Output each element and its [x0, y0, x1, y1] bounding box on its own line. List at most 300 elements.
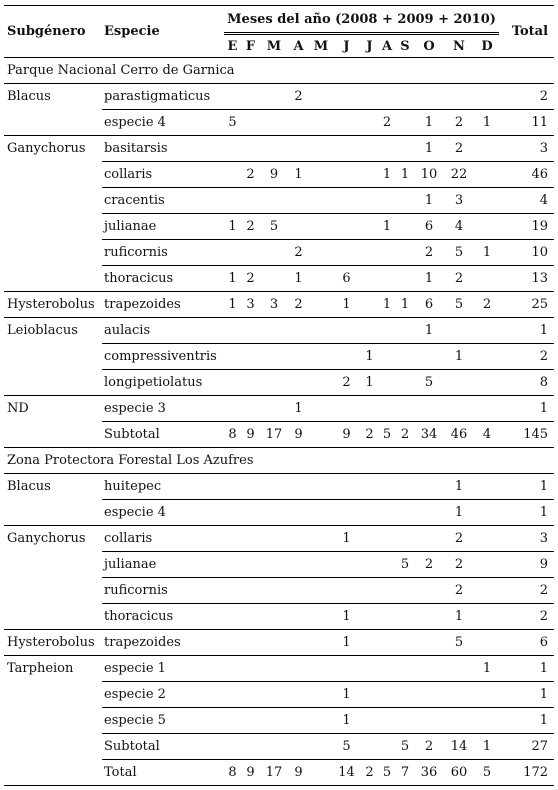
especie-cell: julianae — [102, 552, 224, 578]
especie-cell: longipetiolatus — [102, 370, 224, 396]
month-header-may: M — [309, 34, 333, 58]
month-count-cell — [288, 578, 309, 604]
month-count-cell — [260, 188, 288, 214]
month-count-cell — [241, 708, 260, 734]
species-monthly-table — [4, 5, 554, 786]
month-count-cell: 2 — [333, 370, 360, 396]
especie-cell: aulacis — [102, 318, 224, 344]
especie-cell: parastigmaticus — [102, 84, 224, 110]
month-header-oct: O — [415, 34, 443, 58]
table-row — [4, 136, 554, 162]
especie-cell: thoracicus — [102, 604, 224, 630]
month-count-cell — [288, 136, 309, 162]
month-count-cell: 3 — [241, 292, 260, 318]
month-count-cell: 14 — [333, 760, 360, 786]
month-count-cell — [260, 266, 288, 292]
month-count-cell — [395, 396, 415, 422]
month-header-dec: D — [475, 34, 499, 58]
month-count-cell — [360, 266, 379, 292]
total-cell: 46 — [499, 162, 554, 188]
month-count-cell — [241, 396, 260, 422]
section-title: Zona Protectora Forestal Los Azufres — [4, 448, 554, 474]
subgenero-cell: ND — [7, 401, 29, 417]
month-count-cell — [241, 344, 260, 370]
total-cell: 9 — [499, 552, 554, 578]
month-header-apr: A — [288, 34, 309, 58]
month-count-cell: 2 — [241, 266, 260, 292]
month-count-cell — [288, 526, 309, 552]
month-count-cell — [260, 136, 288, 162]
month-count-cell: 2 — [360, 422, 379, 448]
month-count-cell — [260, 578, 288, 604]
month-count-cell — [379, 474, 395, 500]
subgenero-cell: Blacus — [7, 479, 51, 495]
month-count-cell — [379, 84, 395, 110]
subgenero-cell: Ganychorus — [7, 141, 86, 157]
month-count-cell — [288, 370, 309, 396]
subgenero-cell — [4, 162, 102, 188]
subgenero-cell — [4, 370, 102, 396]
month-count-cell — [309, 136, 333, 162]
especie-cell: collaris — [102, 162, 224, 188]
table-row — [4, 578, 554, 604]
month-count-cell — [309, 318, 333, 344]
table-row — [4, 84, 554, 110]
month-count-cell — [379, 240, 395, 266]
month-count-cell — [333, 162, 360, 188]
month-count-cell — [224, 708, 241, 734]
month-count-cell — [475, 526, 499, 552]
month-count-cell — [309, 240, 333, 266]
subgenero-cell — [4, 422, 102, 448]
month-count-cell — [309, 370, 333, 396]
month-count-cell — [260, 110, 288, 136]
month-count-cell — [395, 188, 415, 214]
month-count-cell — [288, 552, 309, 578]
subgenero-cell — [4, 266, 102, 292]
month-count-cell — [260, 370, 288, 396]
month-count-cell: 5 — [379, 760, 395, 786]
month-count-cell: 2 — [443, 266, 475, 292]
month-count-cell — [379, 734, 395, 760]
month-count-cell — [333, 474, 360, 500]
month-count-cell — [379, 526, 395, 552]
table-row — [4, 344, 554, 370]
subgenero-cell — [4, 110, 102, 136]
month-count-cell: 3 — [260, 292, 288, 318]
table-row — [4, 760, 554, 786]
month-count-cell: 1 — [333, 526, 360, 552]
month-count-cell: 2 — [415, 734, 443, 760]
month-count-cell — [475, 604, 499, 630]
total-cell: 3 — [499, 526, 554, 552]
total-cell: 1 — [499, 682, 554, 708]
month-count-cell — [241, 370, 260, 396]
month-count-cell — [333, 136, 360, 162]
month-count-cell: 2 — [288, 84, 309, 110]
total-cell: 11 — [499, 110, 554, 136]
table-row — [4, 500, 554, 526]
month-count-cell — [309, 578, 333, 604]
table-row — [4, 422, 554, 448]
month-count-cell — [379, 630, 395, 656]
table-row — [4, 604, 554, 630]
month-count-cell — [241, 604, 260, 630]
total-cell: 4 — [499, 188, 554, 214]
month-count-cell — [333, 552, 360, 578]
month-count-cell: 1 — [415, 136, 443, 162]
table-row — [4, 656, 554, 682]
month-count-cell — [395, 500, 415, 526]
month-header-nov: N — [443, 34, 475, 58]
especie-cell: Subtotal — [102, 734, 224, 760]
month-count-cell: 6 — [415, 214, 443, 240]
especie-cell: trapezoides — [102, 630, 224, 656]
month-count-cell — [241, 240, 260, 266]
month-count-cell — [224, 656, 241, 682]
month-count-cell — [395, 266, 415, 292]
month-count-cell: 22 — [443, 162, 475, 188]
month-count-cell — [360, 526, 379, 552]
month-count-cell — [360, 630, 379, 656]
month-count-cell — [395, 370, 415, 396]
total-cell: 25 — [499, 292, 554, 318]
month-count-cell: 2 — [475, 292, 499, 318]
month-count-cell — [415, 500, 443, 526]
month-count-cell — [475, 552, 499, 578]
month-count-cell: 9 — [241, 422, 260, 448]
month-count-cell — [475, 162, 499, 188]
month-count-cell — [395, 344, 415, 370]
table-row — [4, 162, 554, 188]
table-row — [4, 214, 554, 240]
month-count-cell: 2 — [360, 760, 379, 786]
month-count-cell — [309, 604, 333, 630]
month-count-cell — [241, 526, 260, 552]
month-count-cell — [360, 500, 379, 526]
month-count-cell — [224, 318, 241, 344]
total-cell: 2 — [499, 604, 554, 630]
month-count-cell — [224, 188, 241, 214]
month-count-cell — [309, 162, 333, 188]
month-count-cell — [224, 682, 241, 708]
especie-cell: cracentis — [102, 188, 224, 214]
month-count-cell — [241, 630, 260, 656]
month-count-cell: 46 — [443, 422, 475, 448]
month-count-cell: 5 — [379, 422, 395, 448]
month-count-cell — [395, 604, 415, 630]
month-count-cell — [241, 474, 260, 500]
month-count-cell: 1 — [288, 266, 309, 292]
subgenero-cell — [4, 552, 102, 578]
table-row — [4, 318, 554, 344]
especie-cell: Total — [102, 760, 224, 786]
month-count-cell — [224, 578, 241, 604]
month-count-cell — [379, 708, 395, 734]
month-count-cell — [395, 136, 415, 162]
month-count-cell: 1 — [395, 292, 415, 318]
month-count-cell — [288, 110, 309, 136]
table-row — [4, 526, 554, 552]
month-count-cell — [241, 500, 260, 526]
month-count-cell: 6 — [415, 292, 443, 318]
month-count-cell: 9 — [260, 162, 288, 188]
month-count-cell — [360, 162, 379, 188]
month-count-cell: 5 — [443, 292, 475, 318]
month-count-cell — [309, 656, 333, 682]
table-body — [4, 58, 554, 786]
month-count-cell: 2 — [443, 578, 475, 604]
month-count-cell — [360, 84, 379, 110]
month-count-cell — [333, 344, 360, 370]
month-count-cell: 5 — [415, 370, 443, 396]
especie-cell: ruficornis — [102, 578, 224, 604]
month-count-cell: 2 — [288, 240, 309, 266]
subgenero-cell — [4, 604, 102, 630]
month-count-cell: 8 — [224, 760, 241, 786]
month-count-cell — [475, 370, 499, 396]
month-count-cell — [224, 552, 241, 578]
month-count-cell — [443, 682, 475, 708]
month-count-cell: 1 — [475, 240, 499, 266]
data-table-container — [4, 5, 554, 786]
table-row — [4, 708, 554, 734]
month-count-cell — [288, 656, 309, 682]
month-count-cell: 17 — [260, 760, 288, 786]
month-count-cell — [260, 630, 288, 656]
month-count-cell — [260, 656, 288, 682]
month-count-cell — [288, 474, 309, 500]
total-cell: 172 — [499, 760, 554, 786]
month-count-cell: 1 — [475, 110, 499, 136]
month-count-cell — [475, 318, 499, 344]
table-row — [4, 474, 554, 500]
month-count-cell: 8 — [224, 422, 241, 448]
month-count-cell — [260, 604, 288, 630]
month-count-cell: 1 — [333, 292, 360, 318]
month-count-cell — [395, 84, 415, 110]
month-count-cell — [288, 630, 309, 656]
month-count-cell — [360, 682, 379, 708]
month-count-cell — [379, 266, 395, 292]
month-count-cell: 1 — [333, 708, 360, 734]
month-header-feb: F — [241, 34, 260, 58]
month-count-cell: 5 — [260, 214, 288, 240]
month-count-cell — [415, 578, 443, 604]
month-count-cell — [288, 188, 309, 214]
month-count-cell — [260, 552, 288, 578]
month-count-cell — [288, 734, 309, 760]
month-count-cell — [309, 734, 333, 760]
especie-cell: huitepec — [102, 474, 224, 500]
month-count-cell — [475, 188, 499, 214]
total-cell: 1 — [499, 656, 554, 682]
month-count-cell — [475, 344, 499, 370]
month-count-cell — [333, 214, 360, 240]
especie-cell: especie 1 — [102, 656, 224, 682]
month-count-cell: 9 — [288, 422, 309, 448]
table-row — [4, 370, 554, 396]
subgenero-cell — [4, 760, 102, 786]
especie-cell: thoracicus — [102, 266, 224, 292]
table-row — [4, 396, 554, 422]
month-count-cell: 2 — [443, 136, 475, 162]
subgenero-cell — [4, 240, 102, 266]
month-count-cell — [260, 84, 288, 110]
month-count-cell — [224, 162, 241, 188]
total-cell: 1 — [499, 474, 554, 500]
especie-cell: especie 5 — [102, 708, 224, 734]
month-count-cell: 17 — [260, 422, 288, 448]
month-count-cell — [395, 240, 415, 266]
month-count-cell: 1 — [415, 318, 443, 344]
month-count-cell — [241, 136, 260, 162]
month-count-cell — [241, 318, 260, 344]
month-count-cell: 34 — [415, 422, 443, 448]
month-count-cell — [395, 318, 415, 344]
month-count-cell — [379, 344, 395, 370]
table-row — [4, 682, 554, 708]
total-cell: 13 — [499, 266, 554, 292]
total-cell: 2 — [499, 344, 554, 370]
month-count-cell — [288, 604, 309, 630]
especie-cell: especie 4 — [102, 110, 224, 136]
table-row — [4, 292, 554, 318]
month-count-cell — [224, 604, 241, 630]
month-count-cell — [241, 682, 260, 708]
month-count-cell — [379, 188, 395, 214]
month-count-cell — [379, 604, 395, 630]
subgenero-cell — [4, 708, 102, 734]
month-count-cell: 1 — [333, 630, 360, 656]
month-count-cell: 2 — [379, 110, 395, 136]
total-cell: 27 — [499, 734, 554, 760]
month-count-cell — [260, 474, 288, 500]
month-count-cell — [260, 318, 288, 344]
subgenero-cell: Hysterobolus — [4, 630, 102, 656]
month-count-cell — [360, 474, 379, 500]
month-count-cell: 1 — [360, 344, 379, 370]
month-count-cell: 7 — [395, 760, 415, 786]
subgenero-header: Subgénero — [4, 6, 102, 58]
especie-header: Especie — [102, 6, 224, 58]
month-count-cell — [224, 240, 241, 266]
month-count-cell — [395, 708, 415, 734]
month-count-cell: 5 — [443, 240, 475, 266]
month-count-cell — [360, 656, 379, 682]
month-count-cell — [333, 396, 360, 422]
month-count-cell — [475, 396, 499, 422]
month-count-cell — [415, 682, 443, 708]
month-count-cell: 5 — [443, 630, 475, 656]
month-count-cell: 5 — [475, 760, 499, 786]
month-count-cell — [395, 656, 415, 682]
month-count-cell — [309, 422, 333, 448]
month-count-cell — [309, 682, 333, 708]
month-count-cell — [309, 214, 333, 240]
month-count-cell — [333, 578, 360, 604]
subgenero-cell: Hysterobolus — [4, 292, 102, 318]
month-count-cell — [475, 136, 499, 162]
table-row — [4, 552, 554, 578]
month-count-cell — [309, 344, 333, 370]
total-cell: 1 — [499, 708, 554, 734]
section-row — [4, 448, 554, 474]
subgenero-cell — [4, 214, 102, 240]
month-count-cell: 1 — [333, 682, 360, 708]
subgenero-cell — [4, 734, 102, 760]
month-count-cell: 9 — [241, 760, 260, 786]
month-count-cell: 1 — [379, 292, 395, 318]
month-count-cell: 1 — [288, 162, 309, 188]
month-count-cell: 1 — [224, 292, 241, 318]
month-count-cell: 1 — [415, 110, 443, 136]
month-count-cell — [360, 292, 379, 318]
total-cell: 1 — [499, 318, 554, 344]
month-count-cell — [288, 344, 309, 370]
month-count-cell — [309, 396, 333, 422]
month-count-cell: 2 — [415, 240, 443, 266]
months-group-header: Meses del año (2008 + 2009 + 2010) — [224, 6, 499, 34]
section-row — [4, 58, 554, 84]
month-count-cell — [241, 110, 260, 136]
month-count-cell: 1 — [415, 188, 443, 214]
total-cell: 3 — [499, 136, 554, 162]
month-count-cell — [333, 240, 360, 266]
subgenero-cell: Blacus — [7, 89, 51, 105]
table-row — [4, 240, 554, 266]
month-count-cell — [475, 214, 499, 240]
month-count-cell: 1 — [443, 474, 475, 500]
month-count-cell — [360, 708, 379, 734]
month-header-jul: J — [360, 34, 379, 58]
month-count-cell — [360, 578, 379, 604]
month-count-cell: 60 — [443, 760, 475, 786]
especie-cell: especie 4 — [102, 500, 224, 526]
month-count-cell — [260, 708, 288, 734]
month-count-cell: 2 — [241, 162, 260, 188]
month-count-cell: 1 — [379, 162, 395, 188]
month-count-cell — [260, 344, 288, 370]
month-count-cell — [360, 396, 379, 422]
month-count-cell — [309, 188, 333, 214]
table-row — [4, 188, 554, 214]
month-header-sep: S — [395, 34, 415, 58]
month-count-cell — [309, 760, 333, 786]
month-count-cell — [360, 240, 379, 266]
month-count-cell — [360, 604, 379, 630]
table-row — [4, 110, 554, 136]
month-count-cell — [309, 630, 333, 656]
month-count-cell: 5 — [395, 552, 415, 578]
month-count-cell — [475, 266, 499, 292]
subgenero-cell — [4, 682, 102, 708]
total-cell: 10 — [499, 240, 554, 266]
month-count-cell — [415, 474, 443, 500]
month-count-cell — [260, 500, 288, 526]
month-count-cell — [395, 110, 415, 136]
month-count-cell — [241, 578, 260, 604]
month-count-cell: 5 — [395, 734, 415, 760]
especie-cell: especie 2 — [102, 682, 224, 708]
month-count-cell — [288, 318, 309, 344]
month-header-jun: J — [333, 34, 360, 58]
month-count-cell: 36 — [415, 760, 443, 786]
month-count-cell — [288, 500, 309, 526]
month-count-cell: 1 — [224, 214, 241, 240]
total-header: Total — [499, 6, 554, 58]
month-count-cell — [395, 474, 415, 500]
